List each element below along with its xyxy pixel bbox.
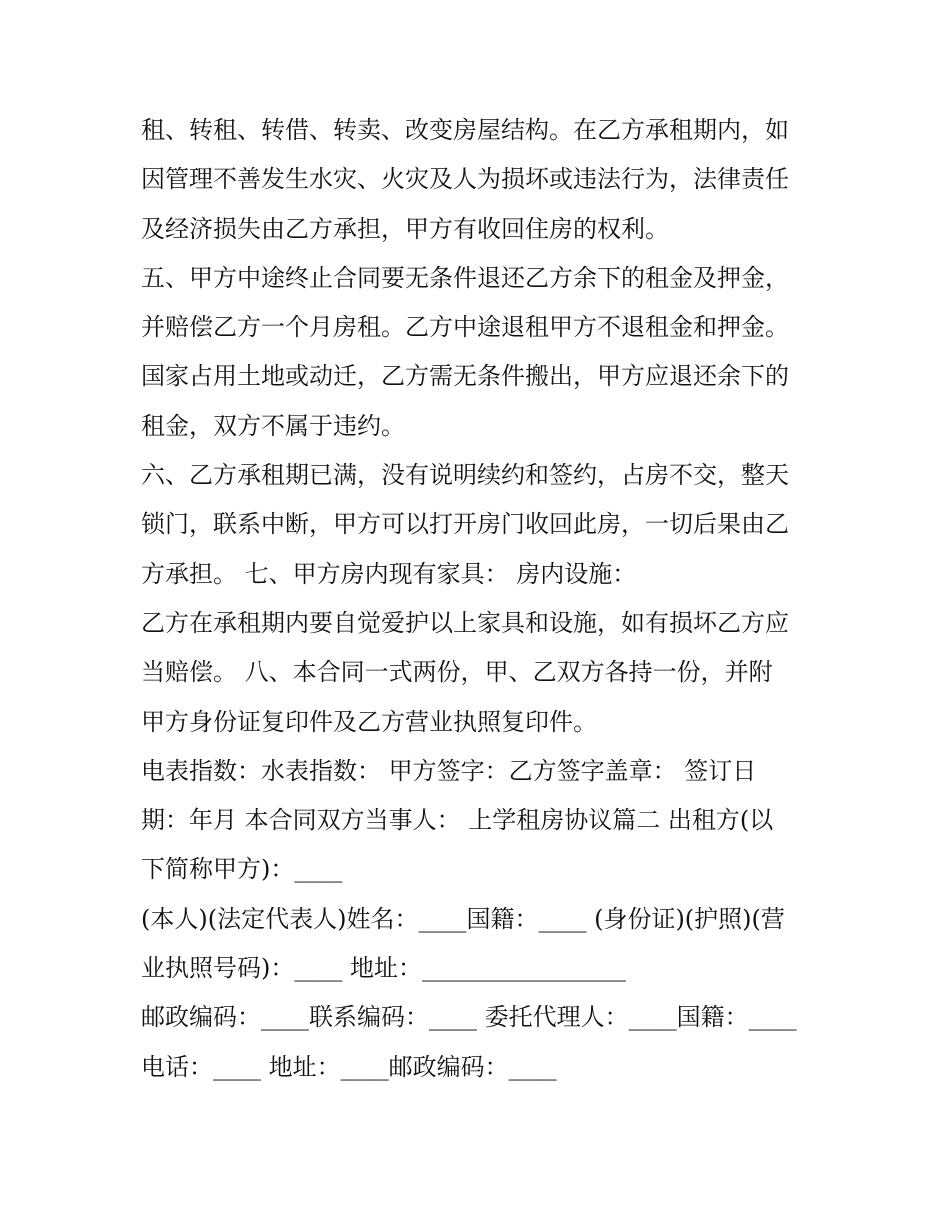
text-line: 国家占用土地或动迁，乙方需无条件搬出，甲方应退还余下的 (141, 362, 789, 391)
text-line: 五、甲方中途终止合同要无条件退还乙方余下的租金及押金， (141, 263, 789, 292)
text-line: 甲方身份证复印件及乙方营业执照复印件。 (141, 707, 597, 736)
text-line: 因管理不善发生水灾、火灾及人为损坏或违法行为，法律责任 (141, 165, 789, 194)
text-line: 电表指数：水表指数： 甲方签字：乙方签字盖章： 签订日 (141, 756, 757, 785)
text-line: 邮政编码：____联系编码：____ 委托代理人：____国籍：____ (141, 1003, 797, 1032)
text-line: 乙方在承租期内要自觉爱护以上家具和设施，如有损坏乙方应 (141, 608, 789, 637)
text-line: 业执照号码)：____ 地址：_________________ (141, 954, 626, 983)
text-line: 当赔偿。 八、本合同一式两份，甲、乙双方各持一份，并附 (141, 658, 773, 687)
contract-text-body (141, 106, 841, 1092)
text-line: 锁门，联系中断，甲方可以打开房门收回此房，一切后果由乙 (141, 510, 789, 539)
text-line: 并赔偿乙方一个月房租。乙方中途退租甲方不退租金和押金。 (141, 313, 789, 342)
text-line: 期：年月 本合同双方当事人： 上学租房协议篇二 出租方(以 (141, 806, 774, 835)
text-line: 六、乙方承租期已满，没有说明续约和签约，占房不交，整天 (141, 461, 789, 490)
text-line: 方承担。 七、甲方房内现有家具： 房内设施： (141, 559, 637, 588)
text-line: 租金，双方不属于违约。 (141, 411, 405, 440)
text-line: (本人)(法定代表人)姓名：____国籍：____ (身份证)(护照)(营 (141, 904, 785, 933)
text-line: 租、转租、转借、转卖、改变房屋结构。在乙方承租期内，如 (141, 116, 789, 144)
text-line: 电话：____ 地址：____邮政编码：____ (141, 1052, 557, 1081)
text-line: 下简称甲方)：____ (141, 855, 343, 884)
text-line: 及经济损失由乙方承担，甲方有收回住房的权利。 (141, 214, 669, 243)
